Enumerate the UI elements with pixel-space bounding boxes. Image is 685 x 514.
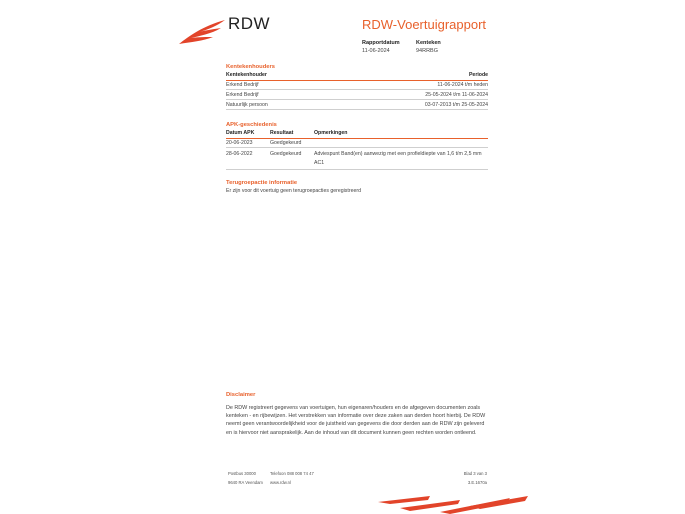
footer-code: 3.E.1670a [467, 480, 487, 485]
footer-address: 9640 RA Veendam [228, 480, 263, 485]
holders-table [226, 72, 488, 110]
report-date-label: Rapportdatum [362, 40, 400, 46]
footer-page: Blad 3 van 3 [463, 471, 487, 476]
footer-phone: Telefoon 088 008 74 47 [270, 471, 314, 476]
table-row [226, 100, 488, 110]
apk-table [226, 130, 488, 170]
apk-section-title: APK-geschiedenis [226, 122, 277, 128]
footer-web: www.rdw.nl [270, 480, 291, 485]
apk-date-cell: 28-06-2022 [226, 150, 253, 157]
column-header: Kentekenhouder [226, 72, 267, 78]
apk-remarks-cell [314, 140, 488, 146]
disclaimer-title: Disclaimer [226, 392, 256, 398]
plate-label: Kenteken [416, 40, 441, 46]
apk-result-cell: Goedgekeurd [270, 150, 302, 157]
recall-text: Er zijn voor dit voertuig geen terugroepacties geregistreerd [226, 188, 361, 194]
holders-section-title: Kentekenhouders [226, 64, 275, 70]
column-header: Datum APK [226, 130, 255, 136]
table-row [226, 90, 488, 100]
recall-section-title: Terugroepactie informatie [226, 180, 298, 186]
disclaimer-text: De RDW registreert gegevens van voertuigen, hun eigenaren/houders en de afgegeven documenten zoals kenteken - en rijbewijzen. Het verstrekken van informatie over deze zaken aan derden hoort hierbij. De RDW neemt geen verantwoordelijkheid voor de juistheid van gegevens die door derden aan de RDW zijn geleverd en is hiervoor niet aansprakelijk. Aan de inhoud van dit document kunnen geen rechten worden ontleend. [226, 405, 486, 436]
holder-cell: Erkend Bedrijf [226, 91, 259, 98]
period-cell: 03-07-2013 t/m 25-05-2024 [424, 101, 488, 108]
apk-remarks-cell: Adviespunt Band(en) aanwezig met een profieldiepte van 1,6 t/m 2,5 mm AC1 [314, 150, 482, 166]
table-row [226, 81, 488, 91]
apk-result-cell: Goedgekeurd [270, 140, 302, 146]
rdw-logo-icon [177, 18, 227, 46]
footer-postbus: Postbus 30000 [228, 471, 256, 476]
document-title: RDW-Voertuigrapport [362, 17, 487, 32]
period-cell: 25-05-2024 t/m 11-06-2024 [425, 91, 488, 98]
column-header: Resultaat [270, 130, 294, 136]
table-header [226, 72, 488, 81]
apk-date-cell: 20-06-2023 [226, 140, 253, 146]
decorative-stripes-icon [370, 494, 530, 514]
column-header: Periode [468, 72, 488, 78]
table-row [226, 148, 488, 170]
holder-cell: Natuurlijk persoon [226, 101, 268, 108]
table-row [226, 139, 488, 149]
holder-cell: Erkend Bedrijf [226, 82, 259, 88]
period-cell: 11-06-2024 t/m heden [437, 82, 488, 88]
brand-name: RDW [228, 14, 271, 33]
table-header [226, 130, 488, 139]
column-header: Opmerkingen [314, 130, 348, 136]
report-date-value: 11-06-2024 [362, 48, 390, 54]
plate-value: 94RRBG [416, 48, 439, 54]
